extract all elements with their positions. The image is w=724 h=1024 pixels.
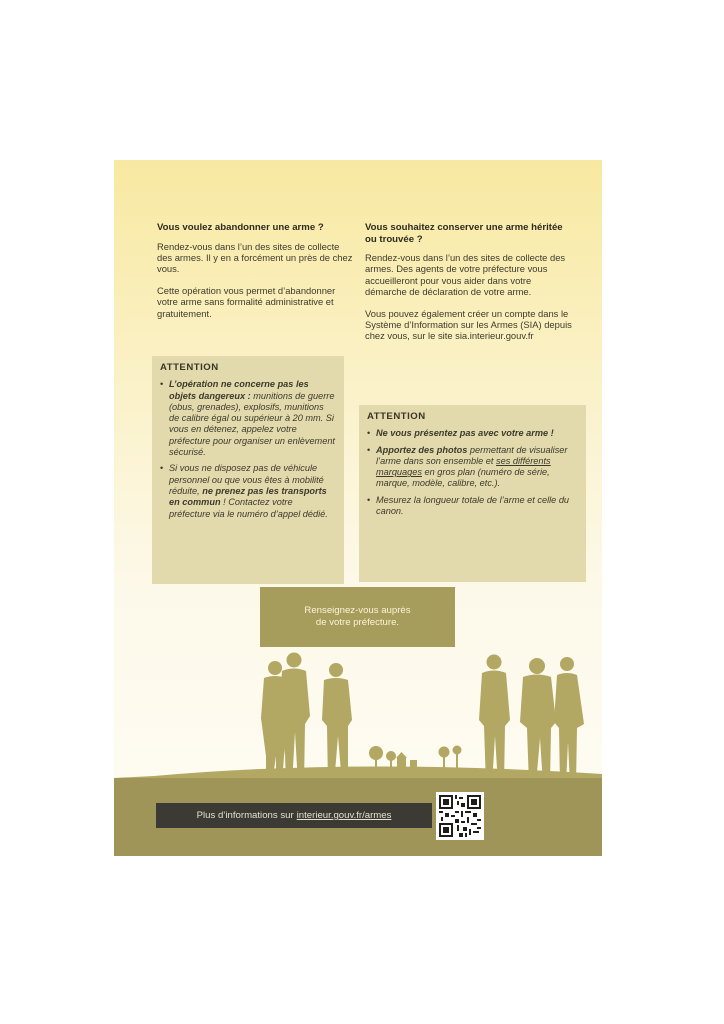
qr-code-graphic — [439, 795, 481, 837]
more-info-bar[interactable] — [156, 803, 432, 828]
attention-left-item-2 — [160, 463, 336, 519]
callout-line-2: de votre préfecture. — [315, 617, 400, 628]
left-column — [157, 222, 353, 329]
attention-left-item-2-end: ! Contactez votre préfecture via le numéro d’appel dédié. — [169, 497, 328, 519]
more-info-link[interactable]: interieur.gouv.fr/armes — [296, 810, 392, 821]
left-heading: Vous voulez abandonner une arme ? — [157, 222, 324, 233]
attention-right-item-2 — [367, 445, 578, 490]
attention-left-item-1-bold: L’opération ne concerne pas les objets dangereux : — [169, 379, 309, 401]
left-paragraph-1: Rendez-vous dans l’un des sites de collecte des armes. Il y en a forcément un près de chez vous. — [157, 240, 353, 275]
attention-left-item-2-start: Si vous ne disposez pas de véhicule personnel ou que vous êtes à mobilité réduite, — [169, 463, 324, 496]
attention-right-item-2-underline: ses différents marquages — [376, 455, 551, 478]
attention-title-left: ATTENTION — [160, 362, 219, 373]
right-heading: Vous souhaitez conserver une arme héritée ou trouvée ? — [365, 222, 563, 245]
attention-right-item-2-bold: Apportez des photos — [376, 444, 468, 455]
attention-box-left — [152, 356, 344, 584]
attention-right-item-1 — [367, 428, 578, 439]
prefecture-callout — [260, 587, 455, 647]
flyer-page — [114, 160, 602, 856]
attention-right-item-2-end: en gros plan (numéro de série, marque, modèle, calibre, etc.). — [376, 467, 550, 489]
attention-left-item-2-bold: ne prenez pas les transports en commun — [169, 485, 327, 508]
attention-right-item-1-bold: Ne vous présentez pas avec votre arme ! — [376, 428, 554, 439]
more-info-text: Plus d’informations sur — [196, 810, 294, 821]
left-paragraph-2: Cette opération vous permet d’abandonner votre arme sans formalité administrative et gratuitement. — [157, 284, 336, 319]
attention-left-item-1-text: munitions de guerre (obus, grenades), explosifs, munitions de calibre égal ou supérieur à 20 mm. Si vous en détenez, appelez votre préfecture pour organiser un enlèvement sécurisé. — [169, 390, 335, 458]
attention-right-item-2-mid: permettant de visualiser l’arme dans son ensemble et — [376, 444, 568, 466]
people-silhouettes-illustration — [114, 646, 602, 786]
right-paragraph-2: Vous pouvez également créer un compte dans le Système d’Information sur les Armes (SIA) depuis chez vous, sur le site sia.interieur.gouv.fr — [365, 307, 572, 342]
qr-code-icon[interactable] — [436, 792, 484, 840]
callout-line-1: Renseignez-vous auprès — [304, 604, 411, 616]
attention-left-item-1 — [160, 379, 336, 458]
attention-right-item-3: • Mesurez la longueur totale de l’arme et celle du canon. — [367, 495, 578, 518]
right-paragraph-1: Rendez-vous dans l’un des sites de collecte des armes. Des agents de votre préfecture vous accueilleront pour vous aider dans votre démarche de déclaration de votre arme. — [365, 252, 566, 298]
right-column — [365, 222, 575, 352]
attention-box-right — [359, 405, 586, 582]
attention-title-right: ATTENTION — [367, 411, 426, 422]
